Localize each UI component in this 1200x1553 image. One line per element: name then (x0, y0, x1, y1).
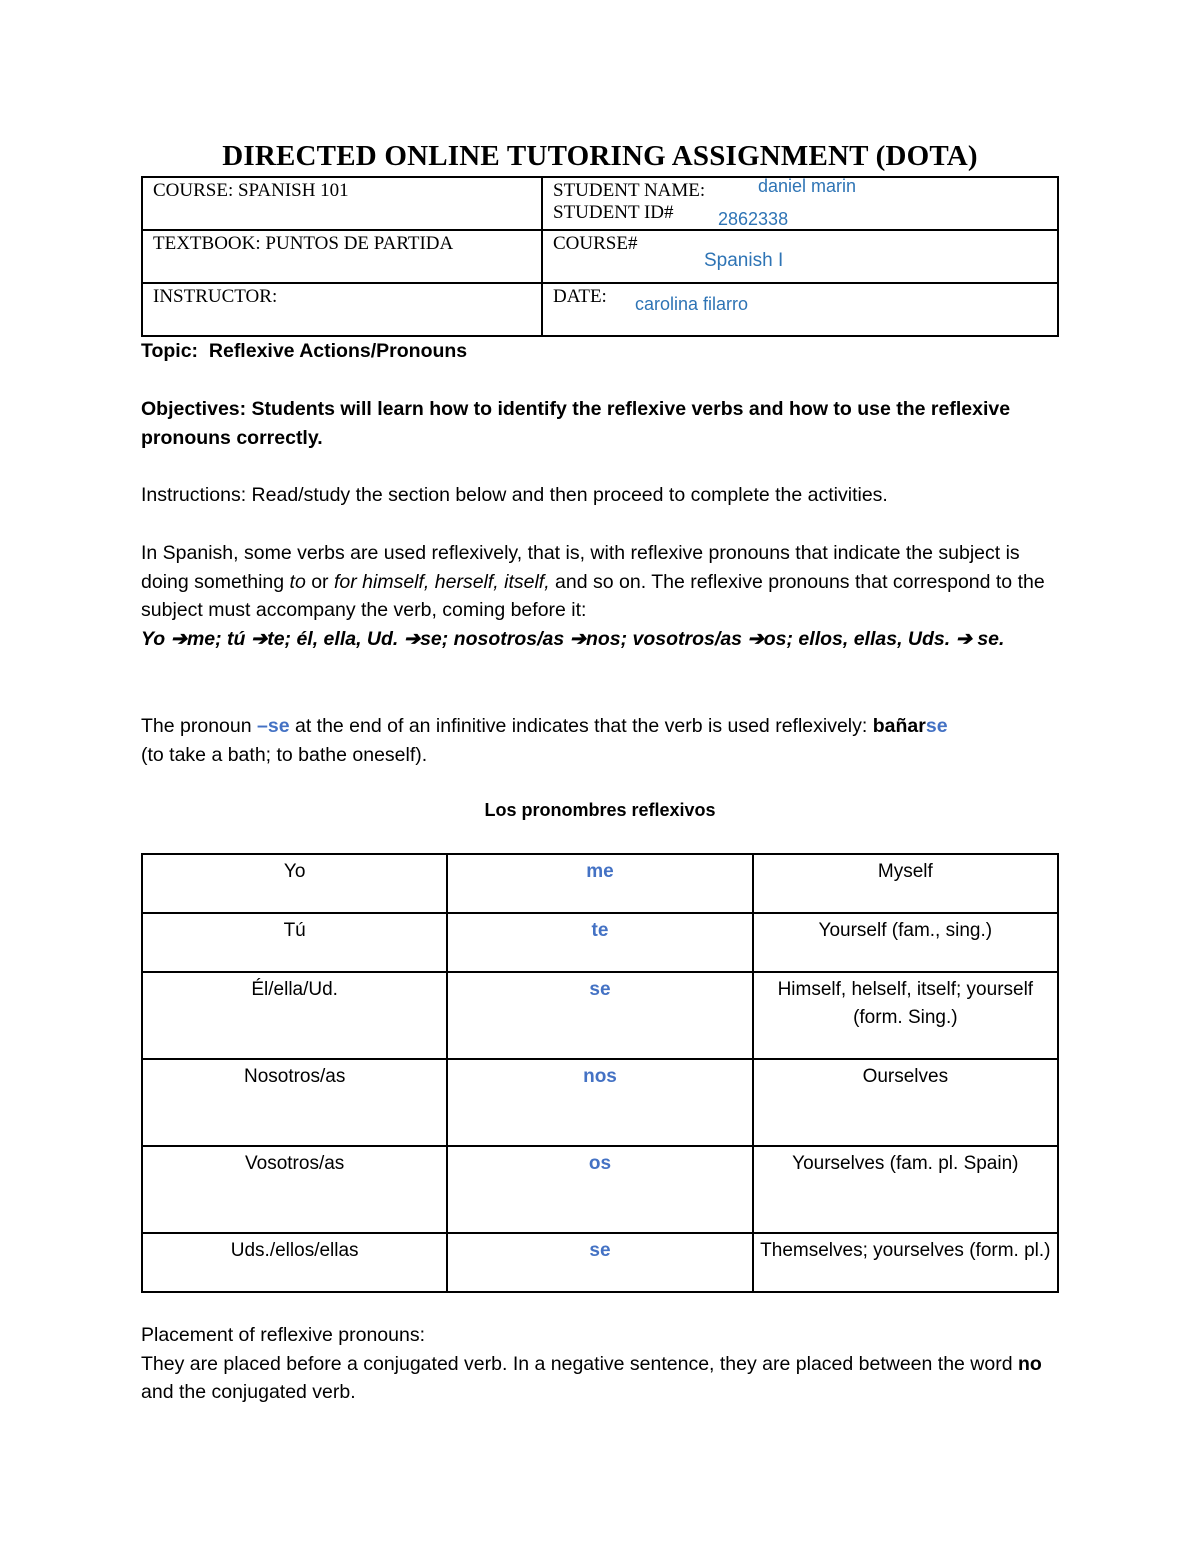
table-row (142, 972, 1058, 1059)
pronoun-cell: te (447, 913, 752, 972)
subject-cell: Vosotros/as (142, 1146, 447, 1233)
subject-cell: Yo (142, 854, 447, 913)
intro-to: to (289, 570, 306, 593)
objectives-paragraph: Objectives: Students will learn how to identify the reflexive verbs and how to use the reflexive pronouns correctly. (141, 398, 1011, 449)
intro-for: for himself, herself, itself, (333, 570, 550, 593)
note-se: –se (257, 715, 290, 737)
date-label: DATE: (553, 286, 607, 307)
table-row (142, 1146, 1058, 1233)
textbook-cell (142, 230, 542, 283)
topic-value: Reflexive Actions/Pronouns (208, 340, 468, 362)
page-title: DIRECTED ONLINE TUTORING ASSIGNMENT (DOTA) (222, 140, 978, 172)
table-row (142, 854, 1058, 913)
meaning-cell: Yourself (fam., sing.) (753, 913, 1058, 972)
student-name-field[interactable]: daniel marin (758, 176, 857, 196)
student-name-label: STUDENT NAME: (553, 180, 706, 201)
meaning-cell: Ourselves (753, 1059, 1058, 1146)
subject-cell: Nosotros/as (142, 1059, 447, 1146)
note-text-3: (to take a bath; to bathe oneself). (141, 743, 428, 766)
placement-text: They are placed before a conjugated verb. In a negative sentence, they are placed between the word (141, 1352, 1018, 1375)
meaning-cell: Yourselves (fam. pl. Spain) (753, 1146, 1058, 1233)
table-row (142, 1059, 1058, 1146)
note-text: The pronoun (141, 715, 258, 737)
textbook-label: TEXTBOOK: PUNTOS DE PARTIDA (153, 233, 454, 254)
course-label: COURSE: SPANISH 101 (153, 180, 349, 201)
student-id-field[interactable]: 2862338 (718, 209, 789, 229)
date-field[interactable]: carolina filarro (635, 294, 749, 314)
student-id-label: STUDENT ID# (553, 202, 674, 223)
instructor-label: INSTRUCTOR: (153, 286, 278, 307)
course-num-label: COURSE# (553, 233, 638, 254)
student-cell (542, 177, 1058, 230)
meaning-cell: Myself (753, 854, 1058, 913)
placement-heading: Placement of reflexive pronouns: (141, 1324, 425, 1346)
reflexive-pronoun-table (141, 853, 1059, 1293)
table-caption: Los pronombres reflexivos (484, 800, 716, 820)
subject-cell: Él/ella/Ud. (142, 972, 447, 1059)
assignment-info-table (141, 176, 1059, 337)
intro-paragraph (141, 539, 1061, 653)
date-cell (542, 283, 1058, 336)
intro-text: In Spanish, some verbs are used reflexively, that is, with reflexive pronouns that indicate the subject is doing something (141, 542, 1020, 593)
table-row (142, 1233, 1058, 1292)
note-verb-stem: bañar (872, 715, 926, 737)
note-text-2: at the end of an infinitive indicates that the verb is used reflexively: (289, 715, 873, 737)
pronoun-cell: se (447, 972, 752, 1059)
pronoun-cell: me (447, 854, 752, 913)
pronoun-cell: nos (447, 1059, 752, 1146)
pronoun-mapping: Yo ➔me; tú ➔te; él, ella, Ud. ➔se; nosotros/as ➔nos; vosotros/as ➔os; ellos, ellas, Uds. ➔ se. (141, 627, 1005, 650)
subject-cell: Uds./ellos/ellas (142, 1233, 447, 1292)
topic-label: Topic: (141, 340, 199, 362)
placement-text-2: and the conjugated verb. (141, 1381, 356, 1403)
pronoun-cell: os (447, 1146, 752, 1233)
instructions-paragraph: Instructions: Read/study the section below and then proceed to complete the activities. (141, 484, 888, 506)
pronoun-cell: se (447, 1233, 752, 1292)
topic-line (141, 337, 1071, 366)
intro-or: or (305, 570, 334, 593)
intro-text-2: and so on. The reflexive pronouns that correspond to the subject must accompany the verb, coming before it: (141, 570, 1045, 621)
note-verb-suffix: se (925, 715, 948, 737)
pronoun-note-paragraph (141, 712, 1061, 769)
course-cell (142, 177, 542, 230)
meaning-cell: Themselves; yourselves (form. pl.) (753, 1233, 1058, 1292)
course-num-cell (542, 230, 1058, 283)
instructor-cell (142, 283, 542, 336)
table-row (142, 913, 1058, 972)
placement-no: no (1018, 1352, 1042, 1375)
meaning-cell: Himself, helself, itself; yourself (form. Sing.) (753, 972, 1058, 1059)
subject-cell: Tú (142, 913, 447, 972)
course-num-field[interactable]: Spanish I (704, 250, 784, 271)
placement-section (141, 1321, 1061, 1407)
